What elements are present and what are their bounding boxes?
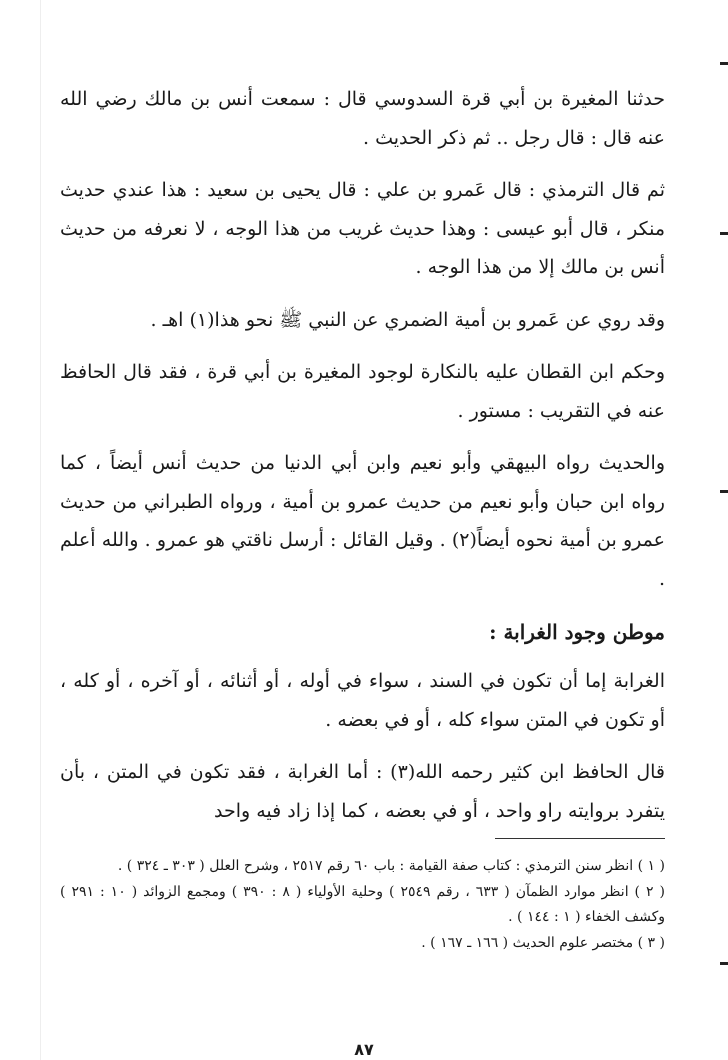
section-heading: موطن وجود الغرابة : bbox=[489, 620, 665, 644]
edge-mark bbox=[720, 962, 728, 965]
paragraph: قال الحافظ ابن كثير رحمه الله(٣) : أما الغرابة ، فقد تكون في المتن ، بأن يتفرد بروايته راو واحد ، أو في بعضه ، كما إذا زاد فيه واحد bbox=[60, 761, 666, 822]
paragraph: ثم قال الترمذي : قال عَمرو بن علي : قال يحيى بن سعيد : هذا عندي حديث منكر ، قال أبو عيسى : وهذا حديث غريب من هذا الوجه ، لا نعرفه من حديث أنس بن مالك إلا من هذا الوجه . bbox=[60, 179, 665, 278]
footnote: ( ١ ) انظر سنن الترمذي : كتاب صفة القيامة : باب ٦٠ رقم ٢٥١٧ ، وشرح العلل ( ٣٠٣ ـ ٣٢٤ ) . bbox=[117, 858, 665, 874]
footnotes bbox=[60, 854, 665, 957]
page-body bbox=[60, 80, 665, 1040]
paragraph: الغرابة إما أن تكون في السند ، سواء في أوله ، أو أثنائه ، أو آخره ، أو كله ، أو تكون في المتن سواء كله ، أو في بعضه . bbox=[60, 670, 665, 731]
footnote-separator bbox=[495, 838, 665, 839]
edge-mark bbox=[720, 490, 728, 493]
page-number: ٨٧ bbox=[354, 1040, 374, 1059]
footnote: ( ٣ ) مختصر علوم الحديث ( ١٦٦ ـ ١٦٧ ) . bbox=[421, 935, 665, 951]
paragraph: حدثنا المغيرة بن أبي قرة السدوسي قال : سمعت أنس بن مالك رضي الله عنه قال : قال رجل .. ثم ذكر الحديث . bbox=[60, 88, 665, 149]
footnote: ( ٢ ) انظر موارد الظمآن ( ٦٣٣ ، رقم ٢٥٤٩ ) وحلية الأولياء ( ٨ : ٣٩٠ ) ومجمع الزوائد ( ١٠ : ٢٩١ ) وكشف الخفاء ( ١ : ١٤٤ ) . bbox=[60, 884, 665, 925]
paragraph: والحديث رواه البيهقي وأبو نعيم وابن أبي الدنيا من حديث أنس أيضاً ، كما رواه ابن حبان وأبو نعيم من حديث عمرو بن أمية ، ورواه الطبراني من حديث عمرو بن أمية نحوه أيضاً(٢) . وقيل القائل : أرسل ناقتي هو عمرو . والله أعلم . bbox=[60, 452, 665, 590]
edge-mark bbox=[720, 62, 728, 65]
edge-mark bbox=[720, 232, 728, 235]
paragraph: وقد روي عن عَمرو بن أمية الضمري عن النبي ﷺ نحو هذا(١) اهـ . bbox=[150, 308, 665, 331]
scan-edge-line bbox=[40, 0, 41, 1060]
paragraph: وحكم ابن القطان عليه بالنكارة لوجود المغيرة بن أبي قرة ، فقد قال الحافظ عنه في التقريب : مستور . bbox=[60, 361, 665, 422]
